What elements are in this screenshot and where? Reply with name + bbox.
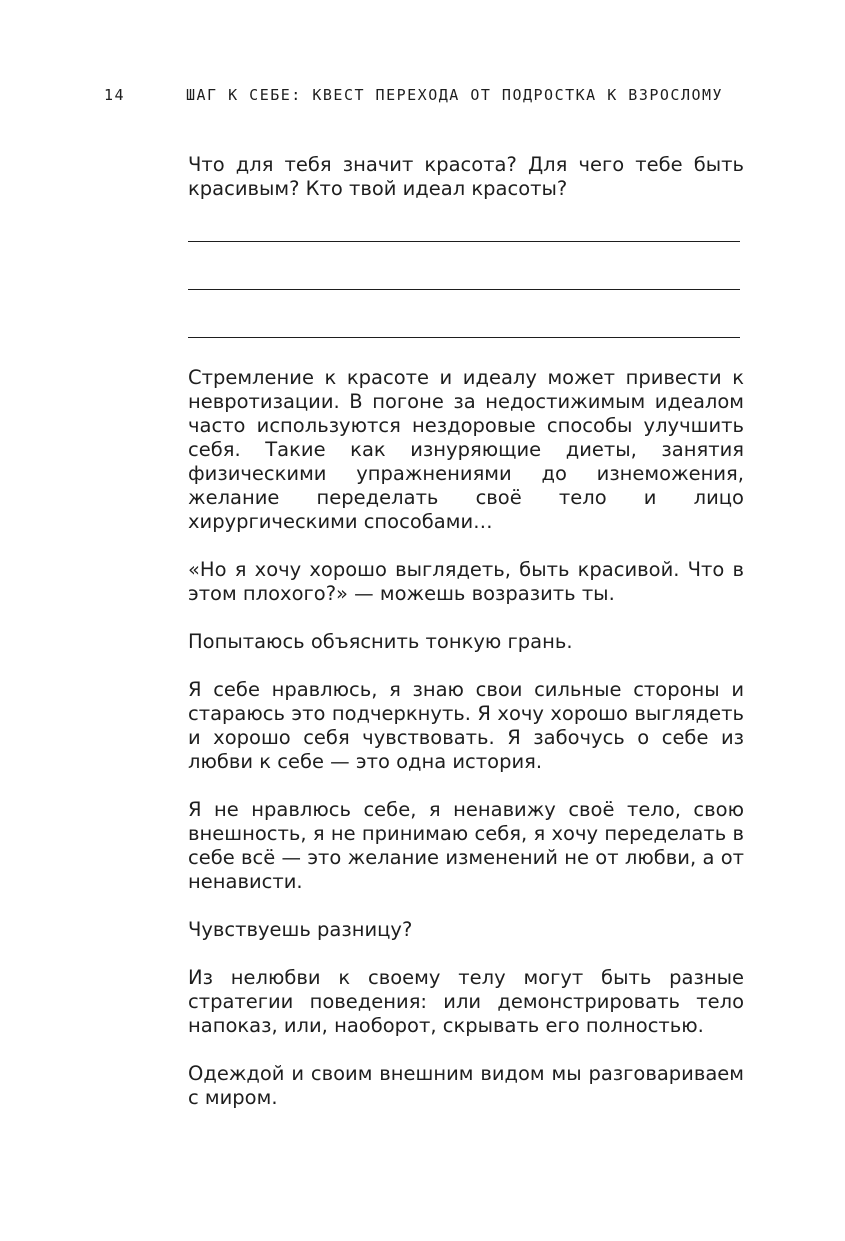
running-title: ШАГ К СЕБЕ: КВЕСТ ПЕРЕХОДА ОТ ПОДРОСТКА К ВЗРОСЛОМУ [186,86,724,104]
paragraph-feel-difference: Чувствуешь разницу? [188,918,413,941]
paragraph-self-hate: Я не нравлюсь себе, я ненавижу своё тело, свою внешность, я не принимаю себя, я хочу переделать в себе всё — это желание изменений не от любви, а от ненависти. [188,798,744,893]
answer-lines [188,241,744,338]
paragraph-explain: Попытаюсь объяснить тонкую грань. [188,630,573,653]
page-content [188,153,744,1134]
page-header [104,86,744,108]
question-text: Что для тебя значит красота? Для чего тебе быть красивым? Кто твой идеал красоты? [188,153,744,200]
paragraph-quote: «Но я хочу хорошо выглядеть, быть красивой. Что в этом плохого?» — можешь возразить ты. [188,558,744,605]
page-number: 14 [104,86,126,104]
answer-line[interactable] [188,337,740,338]
paragraph-self-love: Я себе нравлюсь, я знаю свои сильные стороны и стараюсь это подчеркнуть. Я хочу хорошо выглядеть и хорошо себя чувствовать. Я забочусь о себе из любви к себе — это одна история. [188,678,744,773]
paragraph-clothing: Одеждой и своим внешним видом мы разговариваем с миром. [188,1062,744,1109]
answer-line[interactable] [188,289,740,290]
paragraph-neurotization: Стремление к красоте и идеалу может привести к невротизации. В погоне за недостижимым идеалом часто используются нездоровые способы улучшить себя. Такие как изнуряющие диеты, занятия физическими упражнениями до изнеможения, желание переделать своё тело и лицо хирургическими способами… [188,366,744,533]
answer-line[interactable] [188,241,740,242]
paragraph-strategies: Из нелюбви к своему телу могут быть разные стратегии поведения: или демонстрировать тело напоказ, или, наоборот, скрывать его полностью. [188,966,744,1037]
